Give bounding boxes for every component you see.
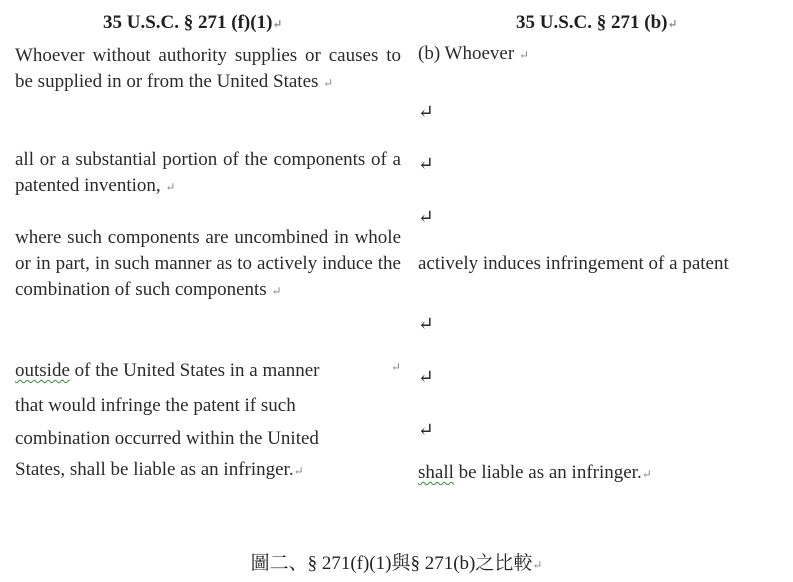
left-column-header <box>103 12 282 34</box>
right-header-text: 35 U.S.C. § 271 (b) <box>516 12 668 33</box>
left-paragraph-4-line-4 <box>15 459 401 492</box>
paragraph-mark-icon: ↵ <box>418 154 434 175</box>
spellcheck-word: outside <box>15 360 70 381</box>
right-column-header <box>516 12 678 34</box>
line-text: States, shall be liable as an infringer. <box>15 459 294 480</box>
left-paragraph-4-line-2 <box>15 393 401 426</box>
paragraph-mark-icon: ↵ <box>667 17 678 31</box>
paragraph-mark-icon: ↵ <box>272 17 283 31</box>
paragraph-mark-icon: ↵ <box>323 76 334 90</box>
paragraph-mark-icon: ↵ <box>418 314 434 335</box>
left-paragraph-2 <box>15 147 401 200</box>
paragraph-mark-icon: ↵ <box>518 48 529 62</box>
spellcheck-word: shall <box>418 462 454 483</box>
paragraph-mark-icon: ↵ <box>390 360 401 374</box>
paragraph-mark-icon: ↵ <box>418 102 434 123</box>
left-paragraph-1 <box>15 43 401 96</box>
left-paragraph-4-line-3 <box>15 426 401 459</box>
paragraph-mark-icon: ↵ <box>165 180 176 194</box>
line-text: that would infringe the patent if such <box>15 395 296 416</box>
paragraph-mark-icon: ↵ <box>418 420 434 441</box>
figure-caption <box>0 548 793 575</box>
left-paragraph-4-line-1 <box>15 360 401 393</box>
right-line-whoever <box>418 43 529 65</box>
figure-caption-text: 圖二、§ 271(f)(1)與§ 271(b)之比較 <box>250 553 533 574</box>
paragraph-mark-icon: ↵ <box>641 467 652 481</box>
left-paragraph-3-text: where such components are uncombined in whole or in part, in such manner as to actively induce the combination of such components <box>15 227 401 300</box>
paragraph-mark-icon: ↵ <box>418 207 434 228</box>
left-paragraph-2-text: all or a substantial portion of the components of a patented invention, <box>15 149 401 196</box>
left-paragraph-3 <box>15 225 401 304</box>
left-header-text: 35 U.S.C. § 271 (f)(1) <box>103 12 273 33</box>
paragraph-mark-icon: ↵ <box>293 464 304 478</box>
line-text: of the United States in a manner <box>69 360 320 381</box>
paragraph-mark-icon: ↵ <box>271 284 282 298</box>
paragraph-mark-icon: ↵ <box>532 558 543 572</box>
right-line-actively-induces <box>418 253 729 275</box>
left-paragraph-1-text: Whoever without authority supplies or causes to be supplied in or from the United States <box>15 45 401 92</box>
right-line-text: actively induces infringement of a patent <box>418 253 729 274</box>
right-line-text: be liable as an infringer. <box>453 462 642 483</box>
paragraph-mark-icon: ↵ <box>418 367 434 388</box>
right-line-liable <box>418 462 652 484</box>
right-line-text: (b) Whoever <box>418 43 515 64</box>
left-paragraph-4 <box>15 360 401 492</box>
line-text: combination occurred within the United <box>15 428 319 449</box>
